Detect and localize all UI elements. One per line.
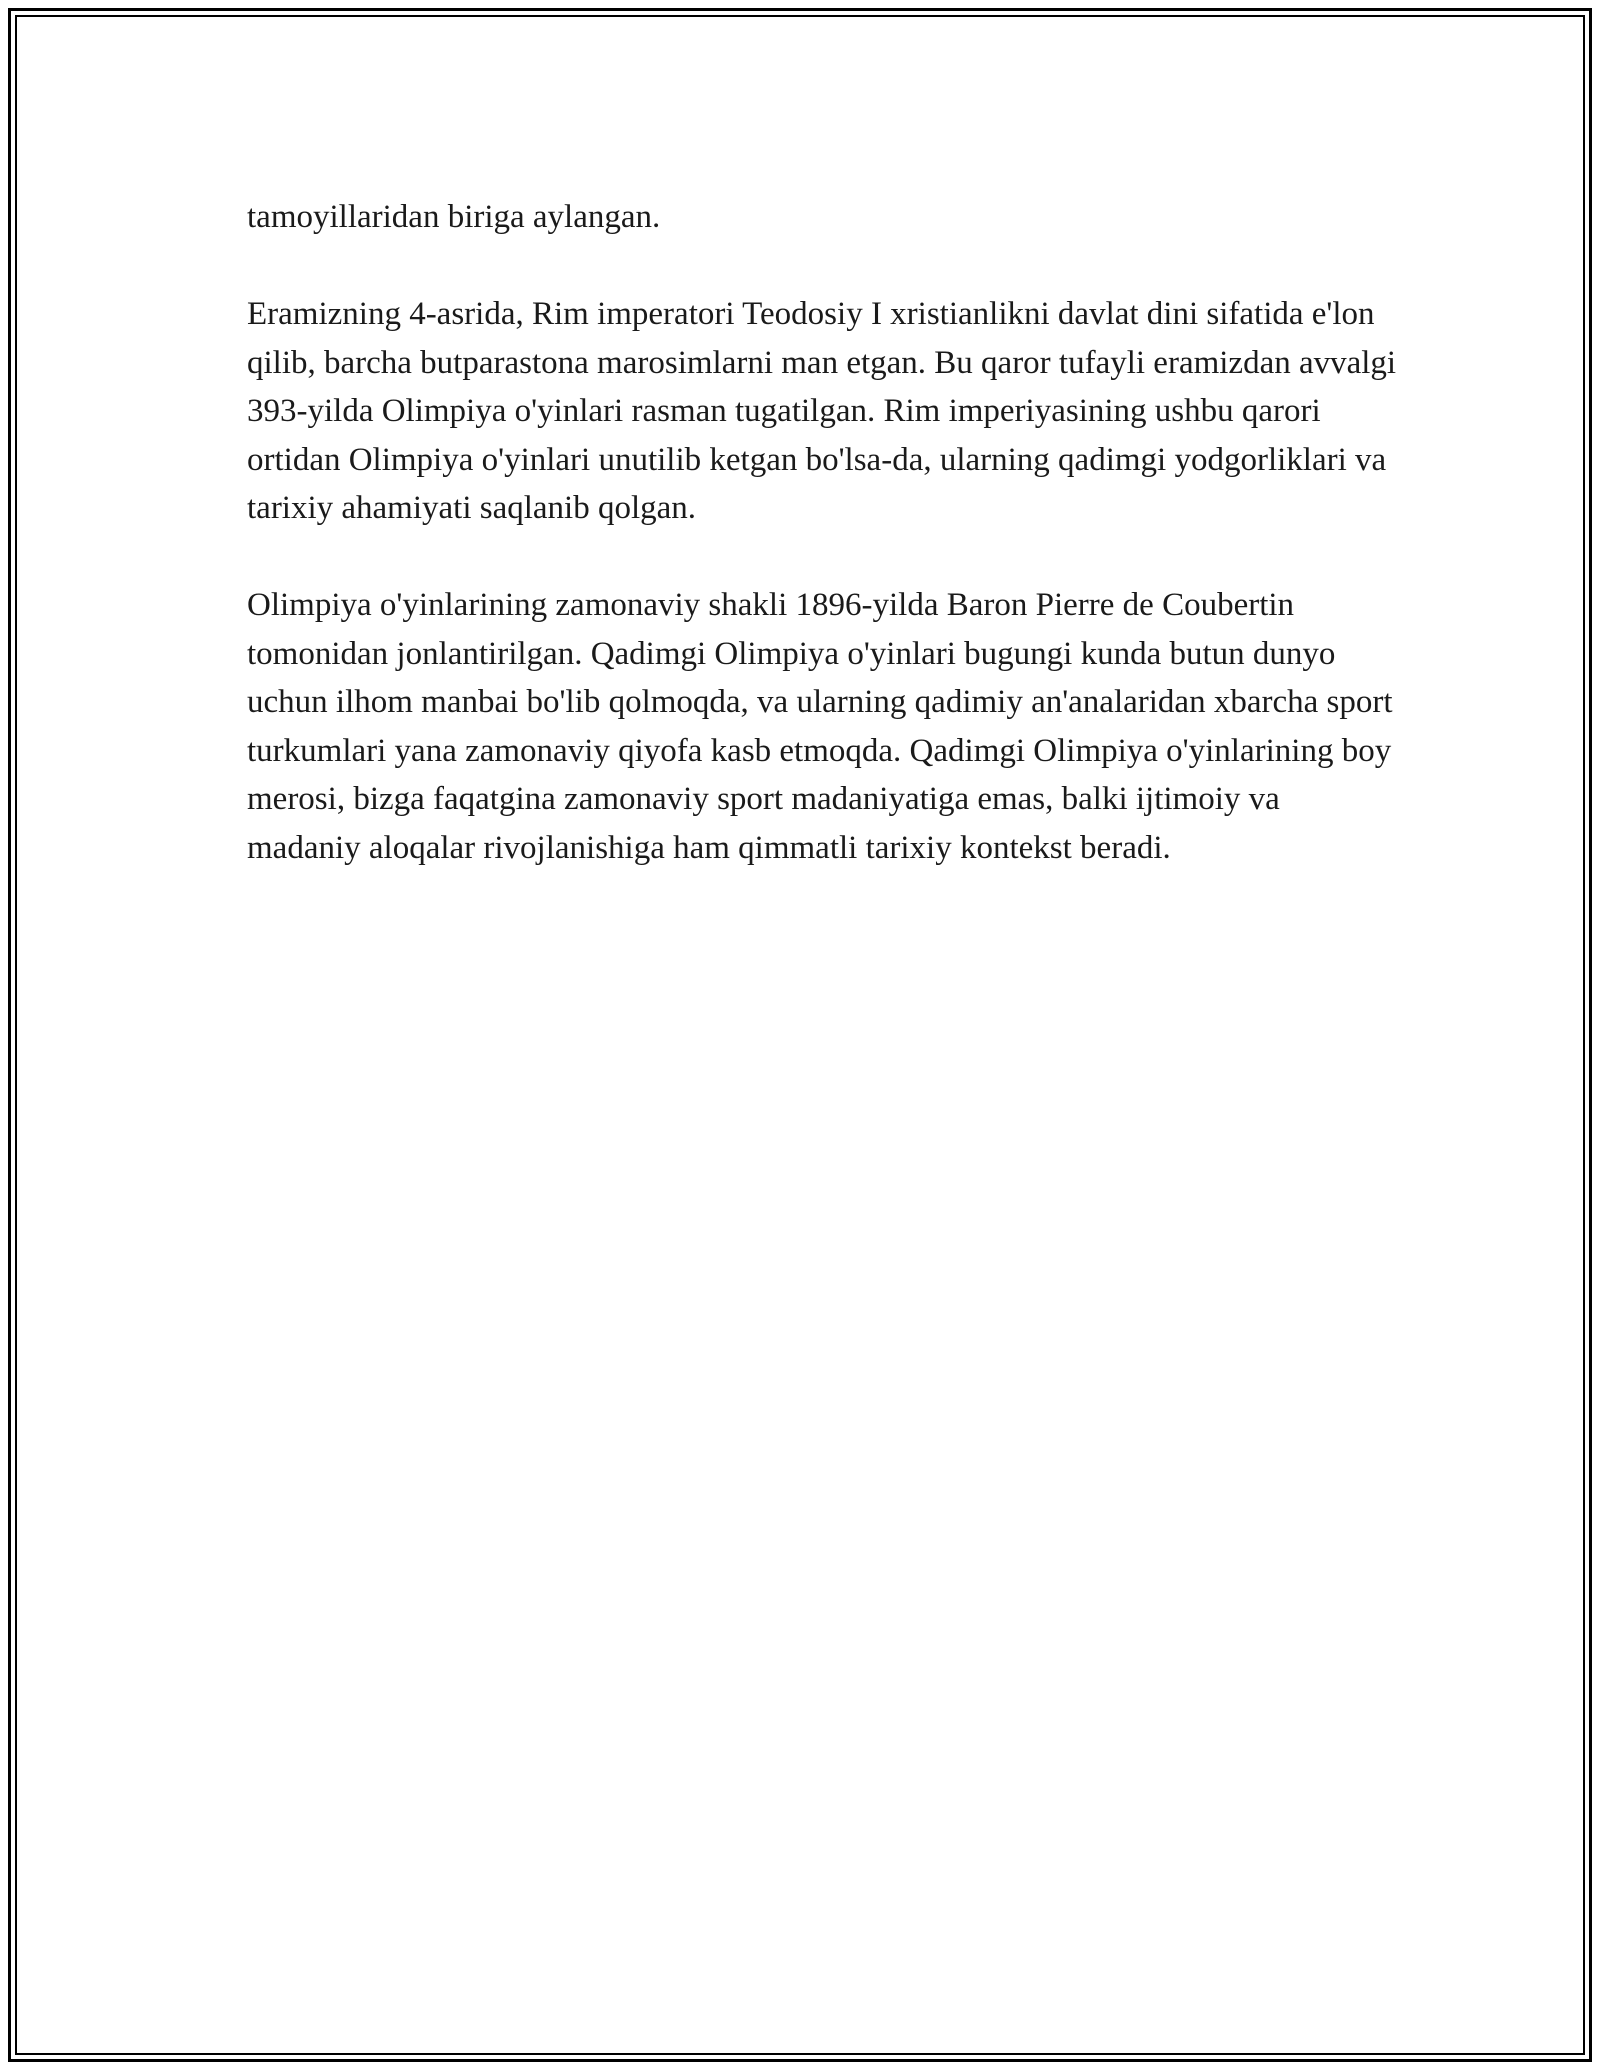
paragraph-2: Eramizning 4-asrida, Rim imperatori Teodosiy I xristianlikni davlat dini sifatida e'lon qilib, barcha butparastona marosimlarni man etgan. Bu qaror tufayli eramizdan avvalgi 393-yilda Olimpiya o'yinlari rasman tugatilgan. Rim imperiyasining ushbu qarori ortidan Olimpiya o'yinlari unutilib ketgan bo'lsa-da, ularning qadimgi yodgorliklari va tarixiy ahamiyati saqlanib qolgan. (247, 296, 1397, 526)
paragraph-1: tamoyillaridan biriga aylangan. (247, 199, 661, 235)
document-body (247, 193, 1397, 872)
page-frame (8, 8, 1592, 2062)
paragraph-3: Olimpiya o'yinlarining zamonaviy shakli 1896-yilda Baron Pierre de Coubertin tomonidan jonlantirilgan. Qadimgi Olimpiya o'yinlari bugungi kunda butun dunyo uchun ilhom manbai bo'lib qolmoqda, va ularning qadimiy an'analaridan xbarcha sport turkumlari yana zamonaviy qiyofa kasb etmoqda. Qadimgi Olimpiya o'yinlarining boy merosi, bizga faqatgina zamonaviy sport madaniyatiga emas, balki ijtimoiy va madaniy aloqalar rivojlanishiga ham qimmatli tarixiy kontekst beradi. (247, 587, 1393, 866)
